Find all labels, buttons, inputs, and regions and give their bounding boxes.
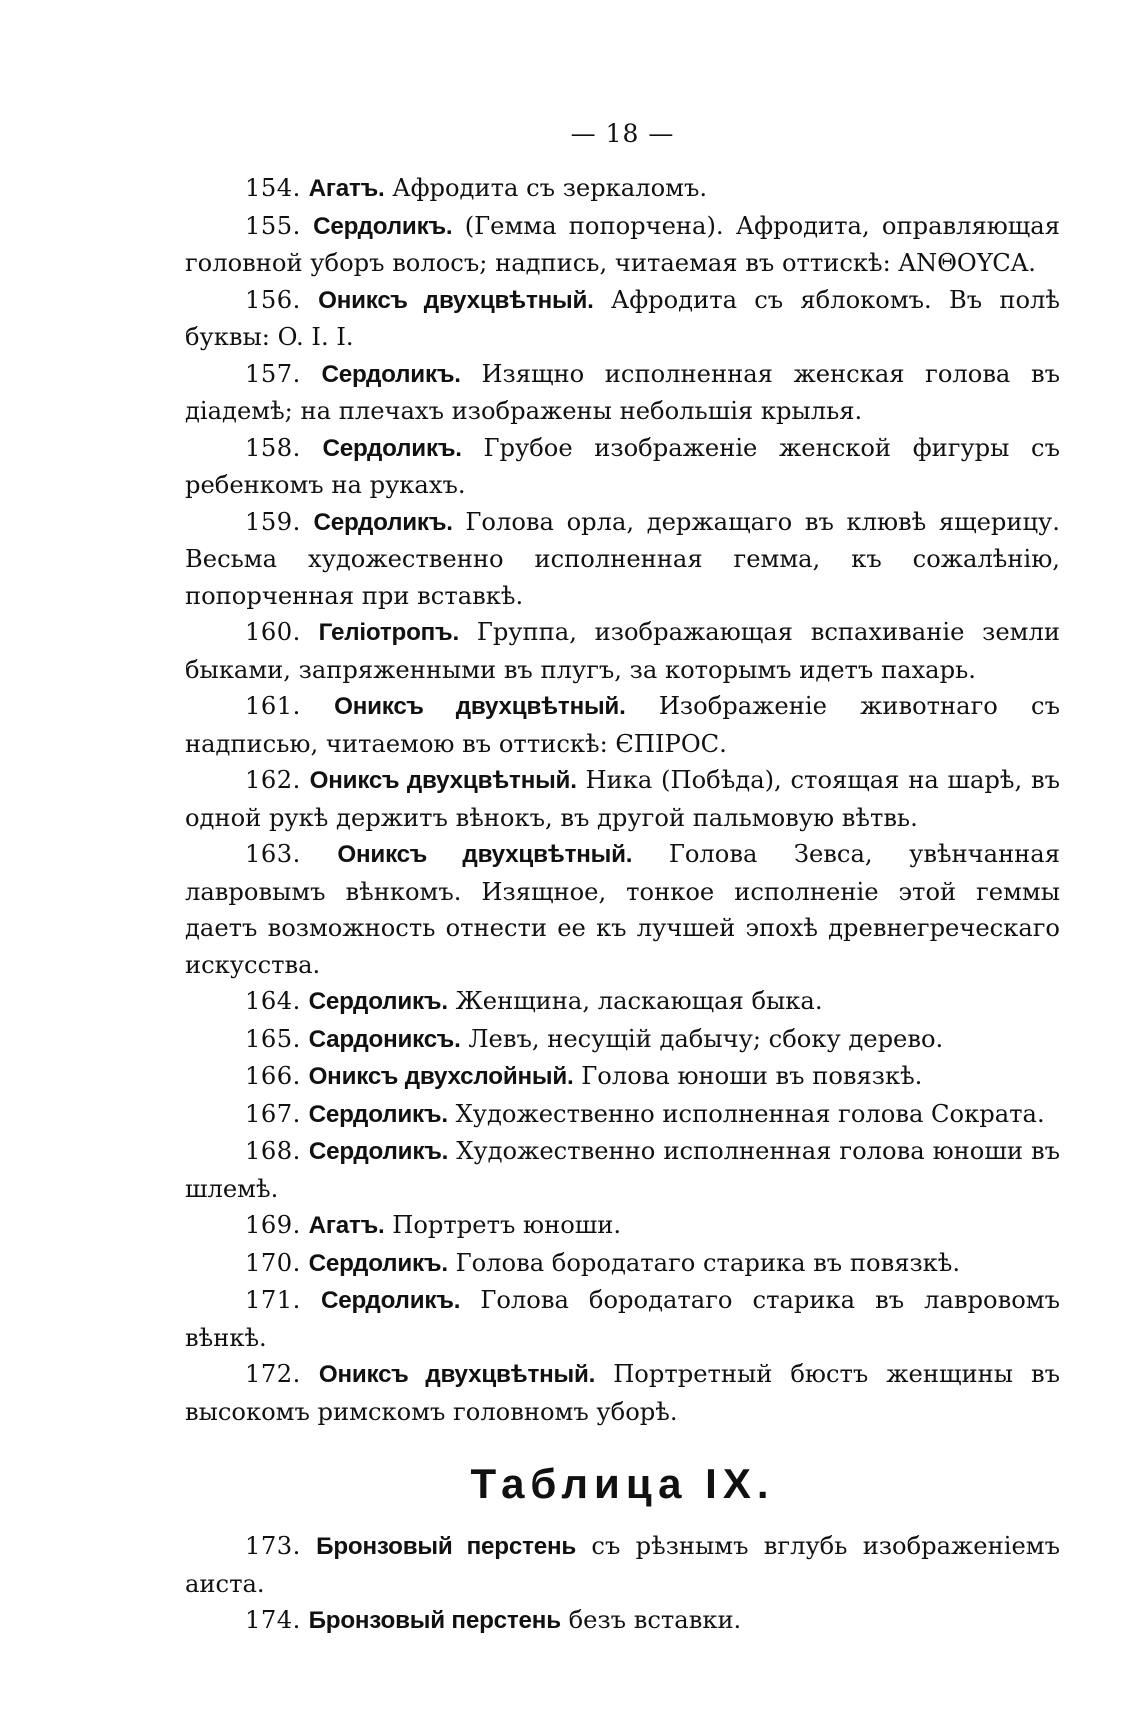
entry-material: Сердоликъ.: [308, 1138, 449, 1165]
page-number: — 18 —: [570, 119, 675, 148]
catalog-entry: [185, 688, 1060, 762]
entry-number: 160.: [245, 618, 301, 646]
catalog-entry: [185, 1021, 1060, 1059]
entry-description: Афродита съ зеркаломъ.: [392, 174, 708, 202]
entry-description: Изящно исполненная женская голова въ діадемѣ; на плечахъ изображены небольшія крылья.: [185, 359, 1060, 425]
catalog-entry: [185, 762, 1060, 836]
entry-number: 154.: [245, 174, 301, 202]
entry-description: Афродита съ яблокомъ. Въ полѣ буквы: O. I. I.: [185, 285, 1060, 351]
entry-number: 168.: [245, 1137, 301, 1165]
entry-description: безъ вставки.: [568, 1606, 742, 1634]
entry-description: Художественно исполненная голова юноши въ шлемѣ.: [185, 1137, 1060, 1203]
catalog-entry: [185, 1602, 1060, 1640]
entry-material: Ониксъ двухцвѣтный.: [318, 286, 594, 314]
entry-number: 165.: [245, 1024, 301, 1053]
entry-material: Бронзовый перстень: [308, 1607, 561, 1634]
catalog-entry: [185, 430, 1060, 504]
catalog-entry: [185, 1133, 1060, 1207]
entry-material: Сердоликъ.: [308, 1100, 448, 1128]
entry-description: Женщина, ласкающая быка.: [455, 987, 823, 1015]
entry-number: 167.: [245, 1099, 301, 1128]
entry-material: Ониксъ двухцвѣтный.: [337, 841, 633, 868]
entry-number: 170.: [245, 1248, 301, 1277]
entry-description: Портретъ юноши.: [392, 1211, 622, 1239]
entry-number: 163.: [245, 840, 301, 868]
catalog-entry: [185, 504, 1060, 615]
entry-number: 173.: [245, 1532, 301, 1560]
entry-material: Сардониксъ.: [308, 1025, 461, 1053]
catalog-entry: [185, 282, 1060, 356]
entry-description: Голова орла, держащаго въ клювѣ ящерицу. Весьма художественно исполненная гемма, къ сожалѣнію, попорченная при вставкѣ.: [185, 507, 1060, 610]
entry-number: 155.: [245, 211, 301, 240]
entry-description: Голова юноши въ повязкѣ.: [581, 1062, 923, 1090]
document-page: [185, 118, 1060, 1640]
catalog-entry: [185, 1058, 1060, 1096]
entry-number: 172.: [245, 1360, 301, 1388]
entry-number: 164.: [245, 987, 301, 1015]
entry-number: 161.: [245, 692, 301, 720]
catalog-entry: [185, 836, 1060, 983]
entry-material: Сердоликъ.: [308, 988, 448, 1015]
catalog-entry: [185, 1528, 1060, 1602]
entry-material: Агатъ.: [308, 1212, 385, 1239]
entry-material: Ониксъ двухцвѣтный.: [318, 1361, 596, 1388]
entry-material: Ониксъ двухцвѣтный.: [309, 767, 577, 794]
catalog-entry: [185, 1096, 1060, 1134]
entry-description: Группа, изображающая вспахиваніе земли быками, запряженными въ плугъ, за которымъ идетъ пахарь.: [185, 618, 1060, 684]
catalog-entry: [185, 170, 1060, 208]
entry-number: 171.: [245, 1286, 301, 1314]
entry-material: Агатъ.: [308, 175, 385, 202]
entry-material: Сердоликъ.: [320, 1287, 461, 1314]
entry-description: Изображеніе животнаго съ надписью, читаемою въ оттискѣ: ЄПІРОС.: [185, 692, 1060, 758]
entry-material: Бронзовый перстень: [316, 1533, 577, 1560]
entry-description: Портретный бюстъ женщины въ высокомъ римскомъ головномъ уборѣ.: [185, 1360, 1060, 1426]
entry-description: Голова Зевса, увѣнчанная лавровымъ вѣнкомъ. Изящное, тонкое исполненіе этой геммы даетъ возможность отнести ее къ лучшей эпохѣ древнегреческаго искусства.: [185, 840, 1060, 979]
entry-material: Геліотропъ.: [318, 619, 460, 646]
catalog-entry: [185, 208, 1060, 282]
catalog-entry: [185, 1356, 1060, 1430]
entry-description: Голова бородатаго старика въ лавровомъ вѣнкѣ.: [185, 1286, 1060, 1352]
catalog-entry: [185, 1207, 1060, 1245]
entry-number: 166.: [245, 1062, 301, 1090]
entry-number: 158.: [245, 433, 301, 462]
catalog-entry: [185, 1245, 1060, 1283]
entry-material: Ониксъ двухцвѣтный.: [334, 693, 626, 720]
entry-description: Ника (Побѣда), стоящая на шарѣ, въ одной рукѣ держитъ вѣнокъ, въ другой пальмовую вѣтвь.: [185, 766, 1060, 832]
entry-material: Сердоликъ.: [313, 212, 453, 240]
section-title: Таблица IX.: [470, 1460, 775, 1507]
entry-number: 174.: [245, 1606, 301, 1634]
entry-description: Художественно исполненная голова Сократа.: [455, 1099, 1045, 1128]
catalog-entry: [185, 1282, 1060, 1356]
entry-description: (Гемма попорчена). Афродита, оправляющая головной уборъ волосъ; надпись, читаемая въ оттискѣ: ANΘOYCA.: [185, 211, 1060, 277]
entry-description: съ рѣзнымъ вглубь изображеніемъ аиста.: [185, 1532, 1060, 1598]
entry-description: Левъ, несущій дабычу; сбоку дерево.: [468, 1024, 944, 1053]
entry-material: Сердоликъ.: [308, 1249, 448, 1277]
entry-number: 156.: [245, 285, 301, 314]
entry-material: Ониксъ двухслойный.: [308, 1063, 574, 1090]
catalog-entry: [185, 614, 1060, 688]
entry-material: Сердоликъ.: [321, 360, 461, 388]
catalog-entries: [185, 170, 1060, 1430]
entry-number: 169.: [245, 1211, 301, 1239]
catalog-entry: [185, 356, 1060, 430]
section-entries: [185, 1528, 1060, 1640]
entry-number: 162.: [245, 766, 301, 794]
entry-description: Грубое изображеніе женской фигуры съ ребенкомъ на рукахъ.: [185, 433, 1060, 499]
catalog-entry: [185, 983, 1060, 1021]
entry-description: Голова бородатаго старика въ повязкѣ.: [455, 1248, 961, 1277]
entry-number: 159.: [245, 507, 301, 536]
entry-number: 157.: [245, 359, 301, 388]
entry-material: Сердоликъ.: [322, 434, 462, 462]
entry-material: Сердоликъ.: [313, 508, 453, 536]
